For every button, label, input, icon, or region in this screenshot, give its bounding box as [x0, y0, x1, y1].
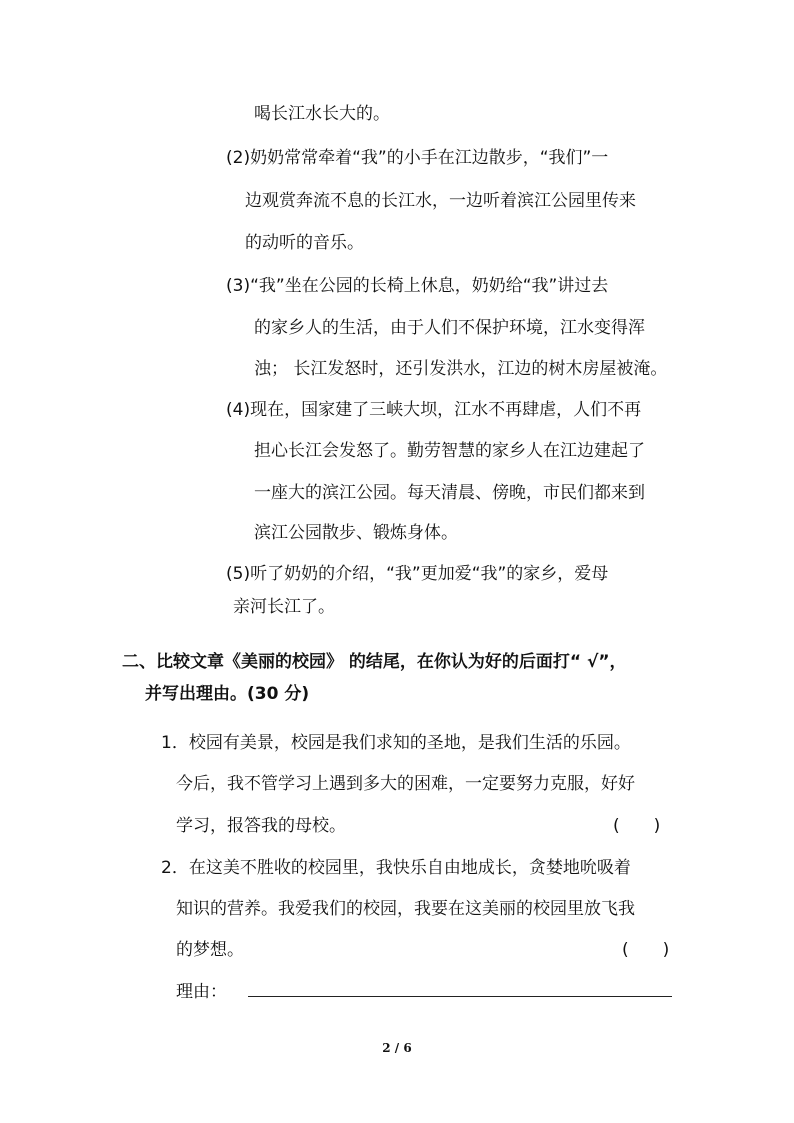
text-line: (3)“我”坐在公园的长椅上休息，奶奶给“我”讲过去 — [226, 276, 609, 296]
answer-bracket[interactable]: ( ) — [622, 940, 670, 960]
section-heading: 二、比较文章《美丽的校园》 的结尾，在你认为好的后面打“ √”， — [122, 652, 627, 672]
section-heading: 并写出理由。(30 分) — [145, 684, 310, 704]
option-line: 1．校园有美景，校园是我们求知的圣地，是我们生活的乐园。 — [161, 733, 631, 753]
text-line: 喝长江水长大的。 — [254, 104, 390, 124]
answer-bracket[interactable]: ( ) — [613, 816, 661, 836]
text-line: 边观赏奔流不息的长江水，一边听着滨江公园里传来 — [245, 191, 636, 211]
option-line: 知识的营养。我爱我们的校园，我要在这美丽的校园里放飞我 — [176, 899, 635, 919]
text-line: 滨江公园散步、锻炼身体。 — [254, 523, 458, 543]
option-line: 今后，我不管学习上遇到多大的困难，一定要努力克服，好好 — [176, 774, 635, 794]
text-line: 的动听的音乐。 — [245, 233, 364, 253]
text-line: 浊； 长江发怒时，还引发洪水，江边的树木房屋被淹。 — [254, 359, 668, 379]
option-line: 的梦想。 — [176, 940, 244, 960]
text-line: 的家乡人的生活，由于人们不保护环境，江水变得浑 — [254, 318, 645, 338]
text-line: 一座大的滨江公园。每天清晨、傍晚，市民们都来到 — [254, 483, 645, 503]
reason-answer-line[interactable] — [248, 996, 672, 997]
text-line: 亲河长江了。 — [233, 597, 335, 617]
text-line: (5)听了奶奶的介绍，“我”更加爱“我”的家乡，爱母 — [226, 564, 609, 584]
option-line: 2．在这美不胜收的校园里，我快乐自由地成长，贪婪地吮吸着 — [161, 858, 631, 878]
option-line: 学习，报答我的母校。 — [176, 816, 346, 836]
text-line: (4)现在，国家建了三峡大坝，江水不再肆虐，人们不再 — [226, 400, 642, 420]
text-line: (2)奶奶常常牵着“我”的小手在江边散步，“我们”一 — [226, 148, 609, 168]
page-number: 2 / 6 — [382, 1041, 412, 1055]
reason-label: 理由： — [176, 982, 227, 1002]
text-line: 担心长江会发怒了。勤劳智慧的家乡人在江边建起了 — [254, 441, 645, 461]
